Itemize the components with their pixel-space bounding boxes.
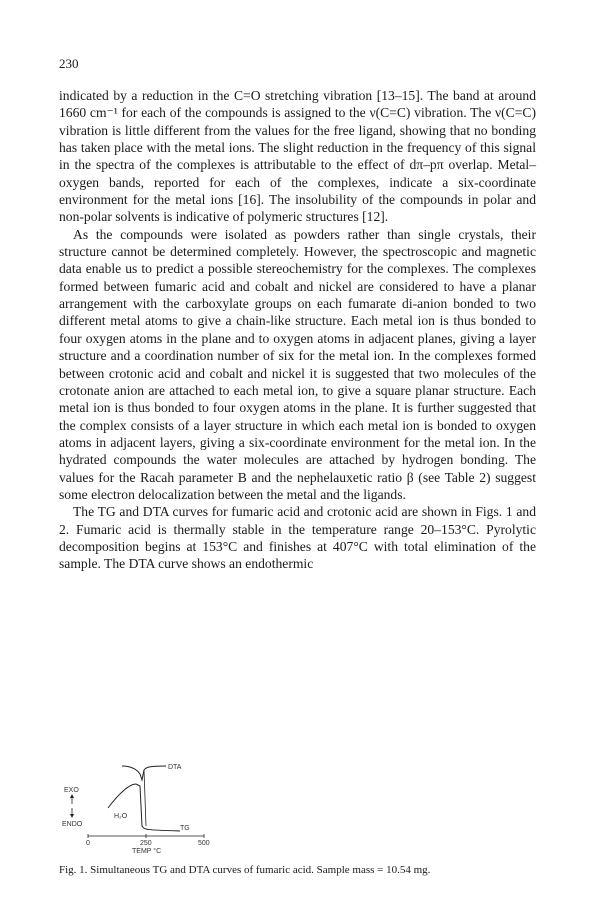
x-tick-label: 500 — [198, 840, 210, 847]
paragraph: The TG and DTA curves for fumaric acid and crotonic acid are shown in Figs. 1 and 2. Fumaric acid is thermally stable in the temperature range 20–153°C. Pyrolytic decomposition begins at 153°C and finishes at 407°C with total elimination of the sample. The DTA curve shows an endothermic — [59, 504, 536, 572]
x-axis-label: TEMP °C — [132, 848, 162, 855]
figure-tg-dta — [62, 762, 250, 855]
body-text — [59, 87, 536, 573]
x-tick-label: 0 — [86, 840, 90, 847]
water-loss-label: H₂O — [114, 813, 128, 820]
figure-caption: Fig. 1. Simultaneous TG and DTA curves of fumaric acid. Sample mass = 10.54 mg. — [59, 864, 431, 876]
endotherm-trace — [144, 770, 146, 826]
paragraph: As the compounds were isolated as powders rather than single crystals, their structure cannot be determined completely. However, the spectroscopic and magnetic data enable us to predict a possible stereochemistry for the complexes. The complexes formed between fumaric acid and cobalt and nickel are considered to have a planar arrangement with the carboxylate groups on each fumarate di-anion bonded to two different metal atoms to give a chain-like structure. Each metal ion is thus bonded to four oxygen atoms in the plane and to oxygen atoms in adjacent planes, giving a layer structure and a coordination number of six for the metal ion. In the complexes formed between crotonic acid and cobalt and nickel it is suggested that two molecules of the crotonate anion are attached to each metal ion, to give a square planar structure. Each metal ion is thus bonded to four oxygen atoms in the plane. It is further suggested that the complex consists of a layer structure in which each metal ion is bonded to oxygen atoms in adjacent layers, giving a six-coordinate environment for the metal ion. In the hydrated compounds the water molecules are attached by hydrogen bonding. The values for the Racah parameter B and the nephelauxetic ratio β (see Table 2) suggest some electron delocalization between the metal and the ligands. — [59, 226, 536, 502]
endo-label: ENDO — [62, 821, 83, 828]
exo-arrowhead — [70, 794, 74, 798]
x-tick-label: 250 — [140, 840, 152, 847]
paragraph: indicated by a reduction in the C=O stretching vibration [13–15]. The band at around 1660 cm⁻¹ for each of the compounds is assigned to the ν(C=C) vibration. The ν(C=C) vibration is little different from the values for the free ligand, showing that no bonding has taken place with the metal ions. The slight reduction in the frequency of this signal in the spectra of the complexes is attributable to the effect of dπ–pπ overlap. Metal–oxygen bands, reported for each of the complexes, indicate a six-coordinate environment for the metal ions [16]. The insolubility of the compounds in polar and non-polar solvents is indicative of polymeric structures [12]. — [59, 88, 536, 225]
tg-curve — [108, 784, 180, 831]
figure-plot — [62, 762, 250, 855]
dta-label: DTA — [168, 764, 182, 771]
tg-label: TG — [180, 825, 190, 832]
page-number: 230 — [59, 56, 79, 71]
endo-arrowhead — [70, 814, 74, 818]
exo-label: EXO — [64, 787, 79, 794]
